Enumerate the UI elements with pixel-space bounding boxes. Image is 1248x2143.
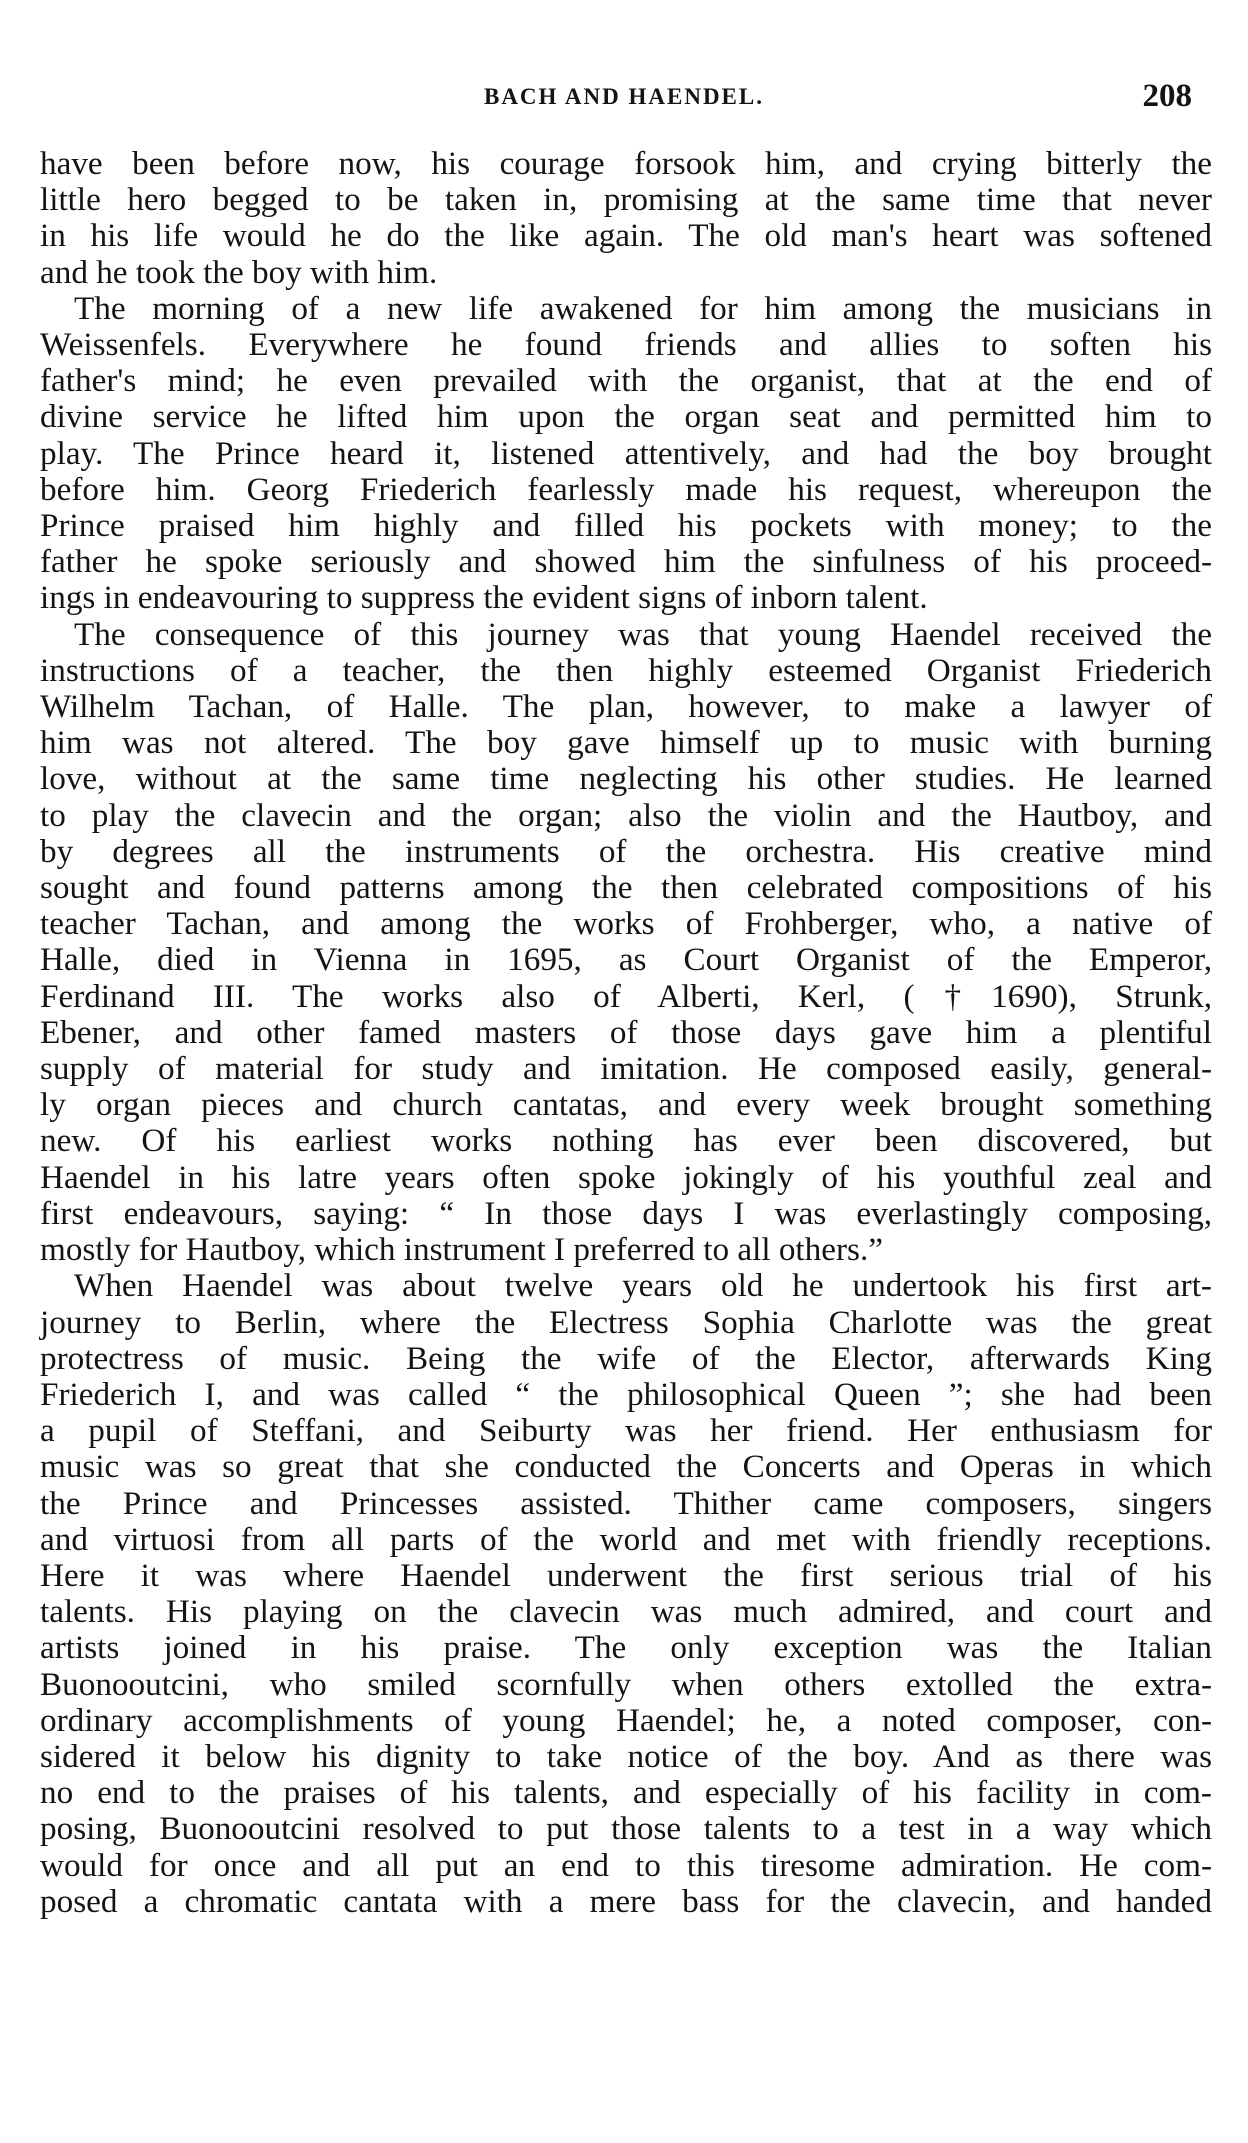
text-line: father he spoke seriously and showed him the sinfulness of his proceed- [40, 543, 1212, 581]
text-line: sought and found patterns among the then celebrated compositions of his [40, 869, 1212, 907]
page-number: 208 [1142, 78, 1192, 114]
text-line: would for once and all put an end to this tiresome admiration. He com- [40, 1846, 1212, 1884]
text-line: and he took the boy with him. [40, 253, 438, 291]
text-line: by degrees all the instruments of the orchestra. His creative mind [40, 832, 1212, 870]
text-line: Weissenfels. Everywhere he found friends and allies to soften his [40, 326, 1212, 364]
text-line: journey to Berlin, where the Electress Sophia Charlotte was the great [40, 1303, 1212, 1341]
text-line: Wilhelm Tachan, of Halle. The plan, however, to make a lawyer of [40, 688, 1212, 726]
text-line: and virtuosi from all parts of the world and met with friendly receptions. [40, 1520, 1212, 1558]
text-line: Ferdinand III. The works also of Alberti, Kerl, (†1690), Strunk, [40, 977, 1212, 1015]
text-line: before him. Georg Friederich fearlessly made his request, whereupon the [40, 470, 1212, 508]
text-line: protectress of music. Being the wife of the Elector, afterwards King [40, 1339, 1212, 1377]
running-title: BACH AND HAENDEL. [483, 84, 764, 109]
text-line: teacher Tachan, and among the works of Frohberger, who, a native of [40, 905, 1212, 943]
text-line: mostly for Hautboy, which instrument I preferred to all others.” [40, 1231, 883, 1269]
text-line: him was not altered. The boy gave himself up to music with burning [40, 724, 1212, 762]
text-line: Prince praised him highly and filled his pockets with money; to the [40, 507, 1212, 545]
text-line: Friederich I, and was called “ the philosophical Queen ”; she had been [40, 1375, 1212, 1413]
text-line: posing, Buonooutcini resolved to put those talents to a test in a way which [40, 1810, 1212, 1848]
text-line: sidered it below his dignity to take notice of the boy. And as there was [40, 1737, 1212, 1775]
text-line: instructions of a teacher, the then highly esteemed Organist Friederich [40, 651, 1212, 689]
text-line: Halle, died in Vienna in 1695, as Court Organist of the Emperor, [40, 941, 1212, 979]
text-line: Buonooutcini, who smiled scornfully when others extolled the extra- [40, 1665, 1212, 1703]
text-line: new. Of his earliest works nothing has ever been discovered, but [40, 1122, 1212, 1160]
text-line: posed a chromatic cantata with a mere bass for the clavecin, and handed [40, 1882, 1212, 1920]
text-line: music was so great that she conducted the Concerts and Operas in which [40, 1448, 1212, 1486]
text-line: a pupil of Steffani, and Seiburty was her friend. Her enthusiasm for [40, 1412, 1212, 1450]
text-line: The morning of a new life awakened for him among the musicians in [74, 289, 1212, 327]
text-line: supply of material for study and imitation. He composed easily, general- [40, 1050, 1212, 1088]
text-line: ly organ pieces and church cantatas, and every week brought something [40, 1086, 1212, 1124]
text-line: father's mind; he even prevailed with the organist, that at the end of [40, 362, 1212, 400]
text-line: ordinary accomplishments of young Haendel; he, a noted composer, con- [40, 1701, 1212, 1739]
text-line: no end to the praises of his talents, and especially of his facility in com- [40, 1774, 1212, 1812]
text-line: to play the clavecin and the organ; also the violin and the Hautboy, and [40, 796, 1212, 834]
text-line: divine service he lifted him upon the organ seat and permitted him to [40, 398, 1212, 436]
text-line: the Prince and Princesses assisted. Thither came composers, singers [40, 1484, 1212, 1522]
text-line: talents. His playing on the clavecin was much admired, and court and [40, 1593, 1212, 1631]
text-line: The consequence of this journey was that young Haendel received the [74, 615, 1212, 653]
text-line: Here it was where Haendel underwent the first serious trial of his [40, 1556, 1212, 1594]
text-line: little hero begged to be taken in, promising at the same time that never [40, 181, 1212, 219]
running-head [0, 78, 1248, 118]
text-line: first endeavours, saying: “ In those days I was everlastingly composing, [40, 1194, 1212, 1232]
text-line: Haendel in his latre years often spoke jokingly of his youthful zeal and [40, 1158, 1212, 1196]
text-line: When Haendel was about twelve years old he undertook his first art- [74, 1267, 1212, 1305]
text-line: have been before now, his courage forsook him, and crying bitterly the [40, 145, 1212, 182]
text-line: Ebener, and other famed masters of those days gave him a plentiful [40, 1013, 1212, 1051]
text-line: in his life would he do the like again. The old man's heart was softened [40, 217, 1212, 255]
text-body [40, 146, 1212, 1920]
text-line: love, without at the same time neglecting his other studies. He learned [40, 760, 1212, 798]
text-line: artists joined in his praise. The only exception was the Italian [40, 1629, 1212, 1667]
text-line: ings in endeavouring to suppress the evident signs of inborn talent. [40, 579, 928, 617]
text-line: play. The Prince heard it, listened attentively, and had the boy brought [40, 434, 1212, 472]
